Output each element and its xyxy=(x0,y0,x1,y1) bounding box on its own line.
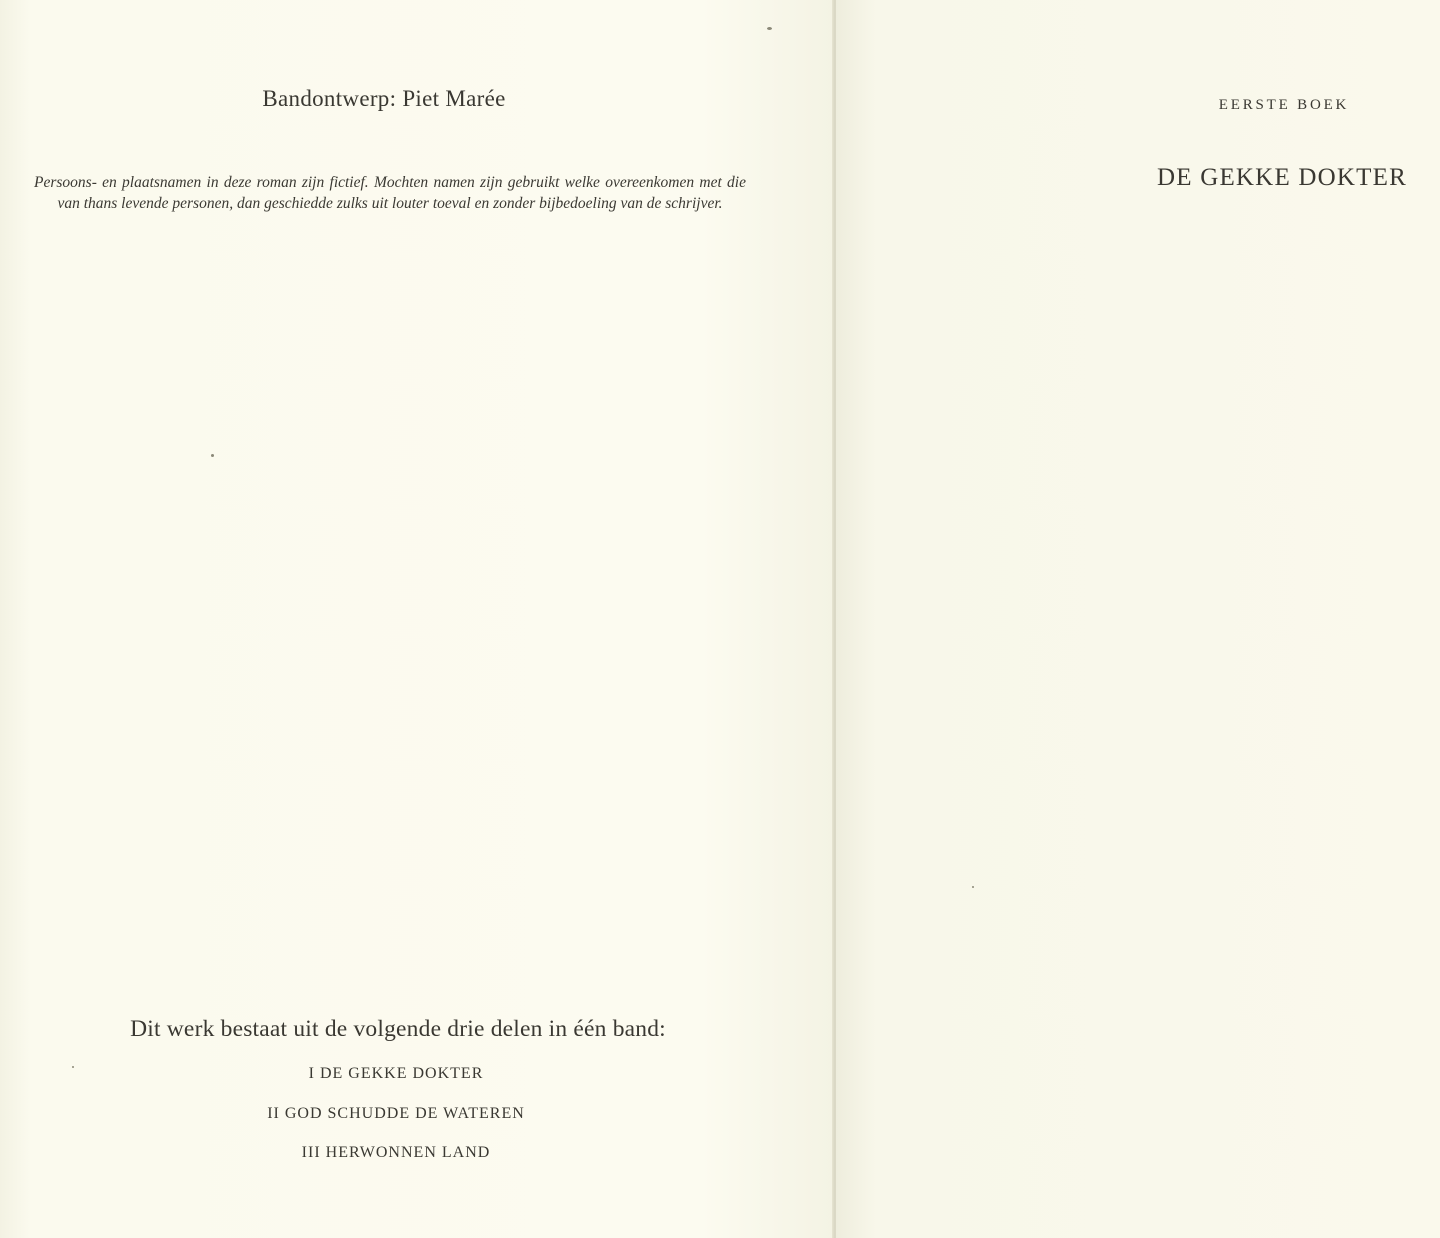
paper-speck xyxy=(211,454,214,457)
volumes-list xyxy=(0,1063,792,1182)
book-part-label: EERSTE BOEK xyxy=(1218,97,1350,113)
volumes-intro: Dit werk bestaat uit de volgende drie delen in één band: xyxy=(130,1016,666,1042)
paper-speck xyxy=(767,27,772,30)
volume-item: I DE GEKKE DOKTER xyxy=(308,1065,484,1082)
volume-item: II GOD SCHUDDE DE WATEREN xyxy=(267,1104,525,1122)
fiction-disclaimer: Persoons- en plaatsnamen in deze roman zijn fictief. Mochten namen zijn gebruikt welke overeenkomen met die van thans levende personen, dan geschiedde zulks uit louter toeval en zonder bijbedoeling van de schrijver. xyxy=(34,174,746,212)
paper-speck xyxy=(72,1066,74,1068)
book-part-title: DE GEKKE DOKTER xyxy=(1157,164,1407,191)
cover-design-credit: Bandontwerp: Piet Marée xyxy=(262,86,506,111)
volume-item: III HERWONNEN LAND xyxy=(301,1144,491,1161)
paper-speck xyxy=(972,886,974,888)
